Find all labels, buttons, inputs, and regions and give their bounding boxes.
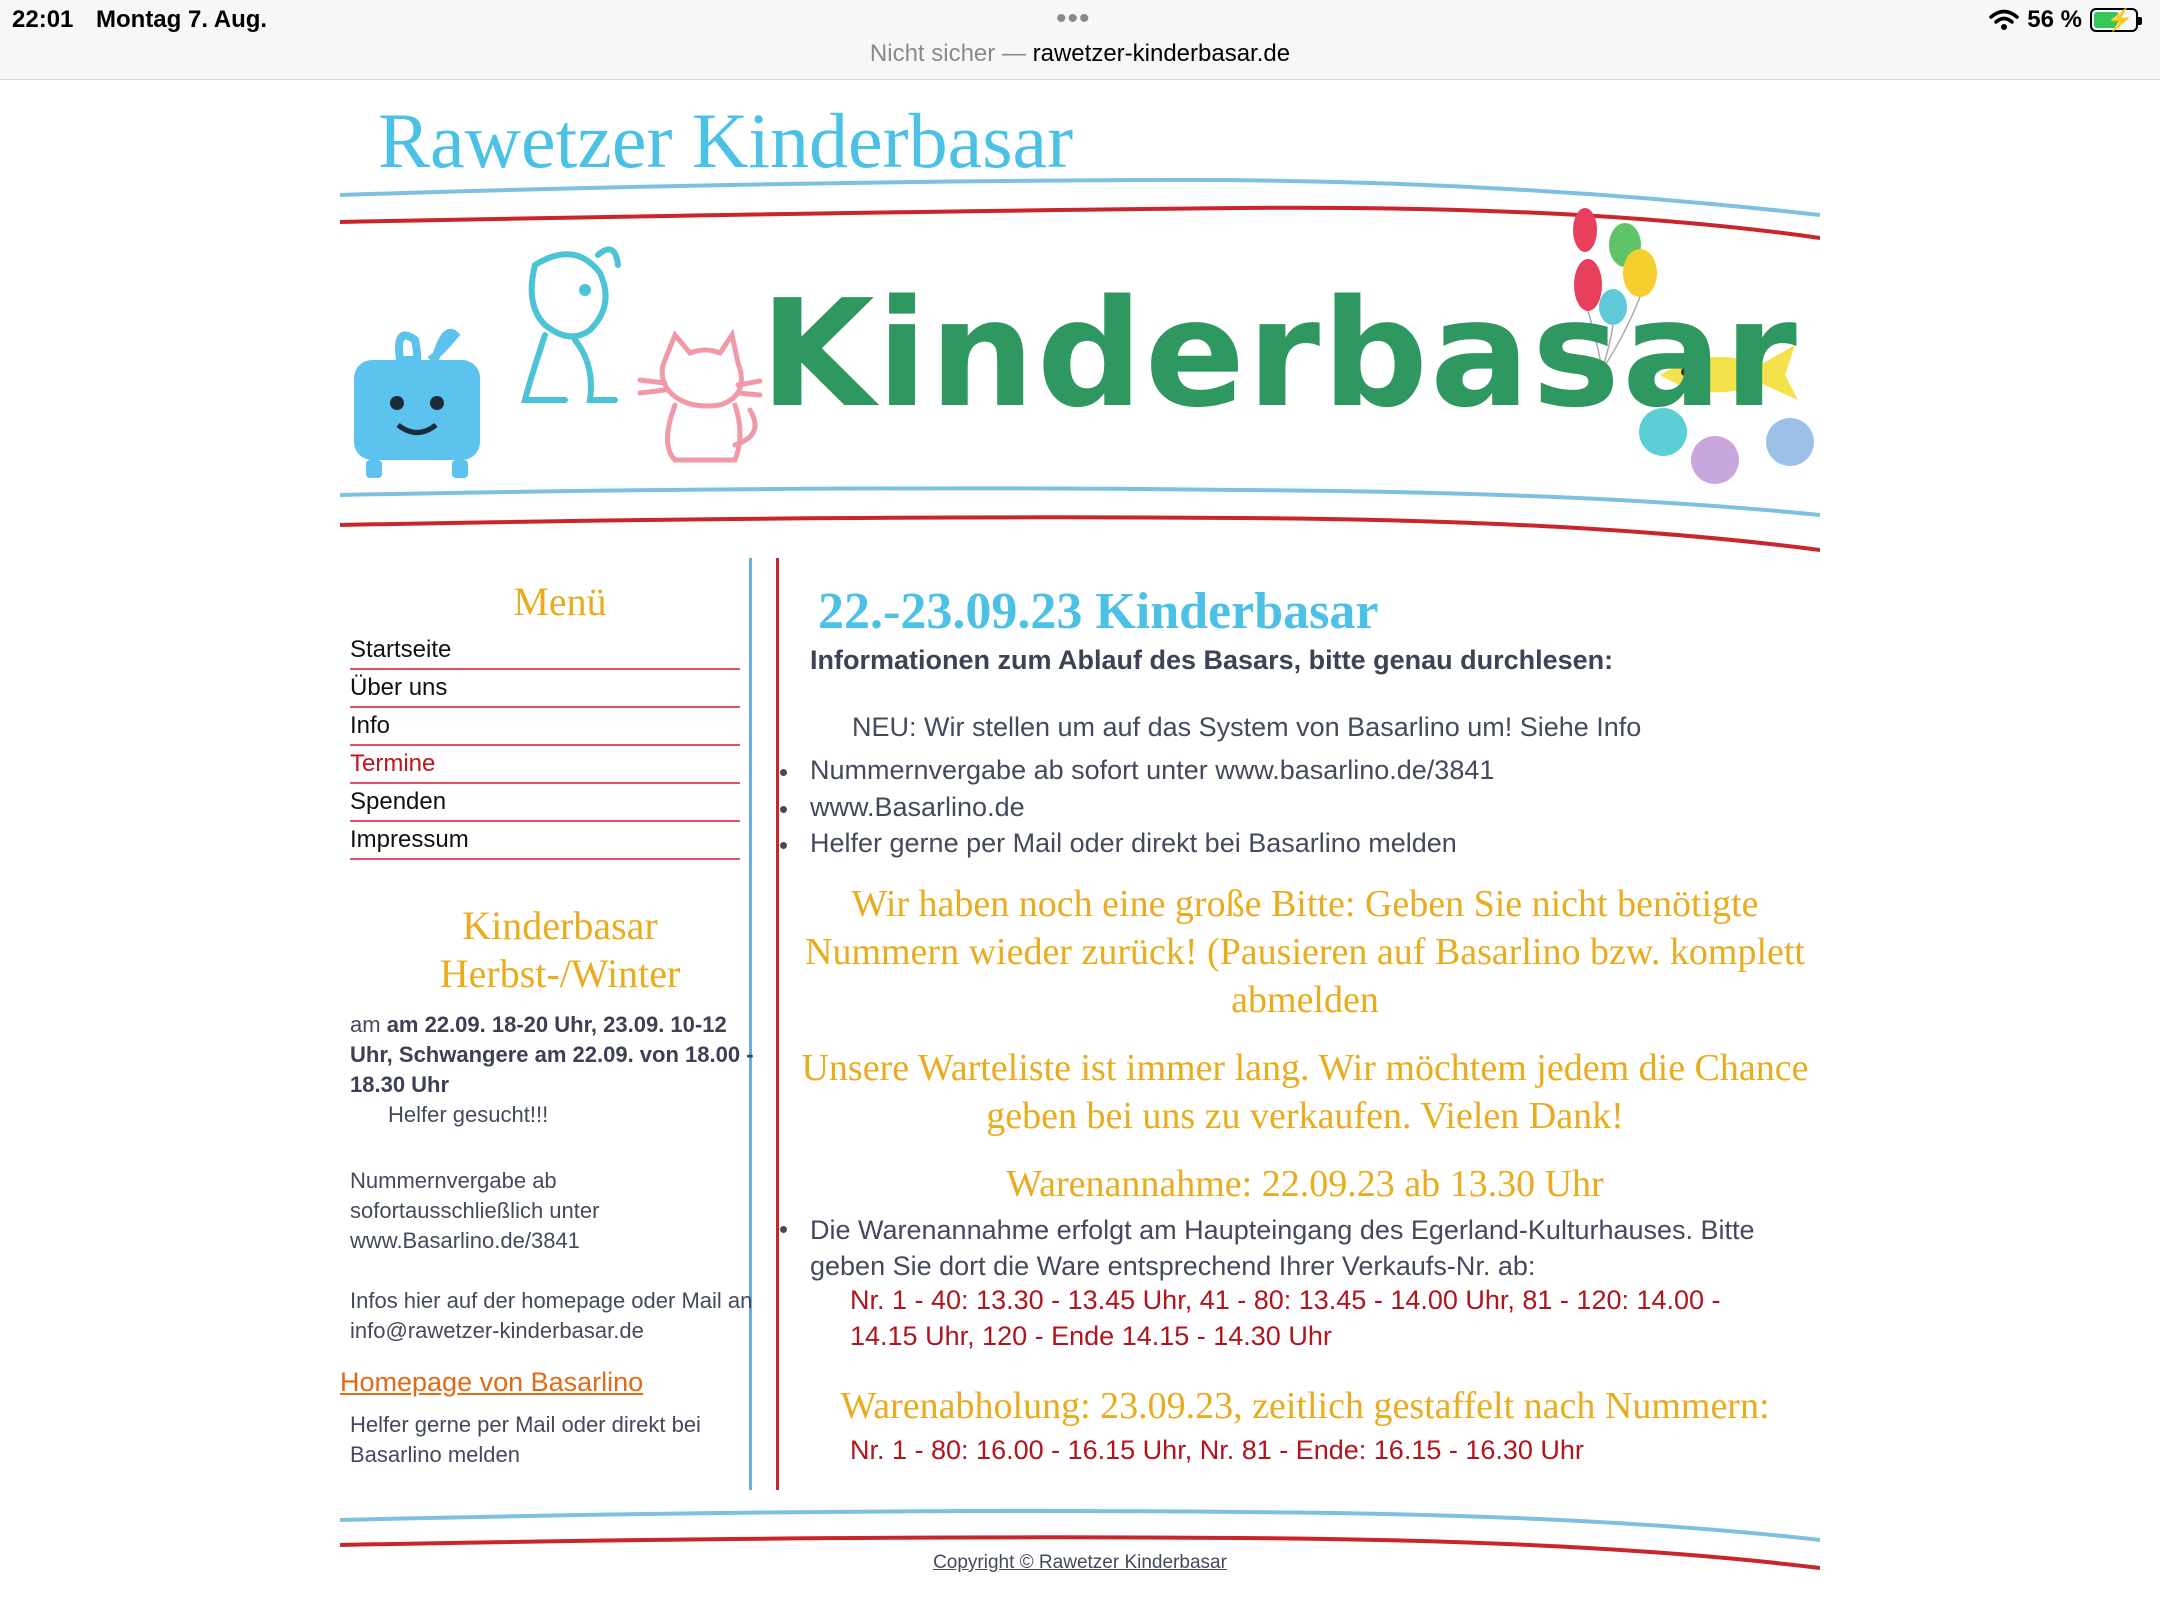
menu-item-termine[interactable]: Termine (350, 746, 740, 784)
header-wave-bottom (340, 480, 1820, 560)
season-dates (350, 1010, 760, 1100)
main-subtitle: Informationen zum Ablauf des Basars, bitte genau durchlesen: (810, 645, 1614, 675)
cat-icon (640, 335, 760, 460)
season-dates-prefix: am (350, 1012, 387, 1037)
bullet-numbers: Nummernvergabe ab sofort unter www.basarlino.de/3841 (810, 755, 1495, 785)
menu-item-ueber-uns[interactable]: Über uns (350, 670, 740, 708)
banner-title: Kinderbasar (760, 268, 1799, 440)
dot-purple (1691, 436, 1739, 484)
site-title: Rawetzer Kinderbasar (378, 97, 1074, 184)
season-title: Kinderbasar Herbst-/Winter (439, 903, 681, 996)
menu-item-impressum[interactable]: Impressum (350, 822, 740, 860)
main-title: 22.-23.09.23 Kinderbasar (818, 583, 1379, 640)
status-bar (0, 0, 2160, 80)
battery-percent: 56 % (2027, 6, 2082, 33)
menu-item-startseite[interactable]: Startseite (350, 632, 740, 670)
status-icons (1989, 6, 2138, 34)
bullet-basarlino: www.Basarlino.de (810, 792, 1025, 822)
pickup-title: Warenabholung: 23.09.23, zeitlich gestaffelt nach Nummern: (840, 1385, 1770, 1427)
intake-info: Die Warenannahme erfolgt am Haupteingang des Egerland-Kulturhauses. Bitte geben Sie dort die Ware entsprechend Ihrer Verkaufs-Nr. ab: (810, 1212, 1800, 1284)
bullet-helpers: Helfer gerne per Mail oder direkt bei Basarlino melden (810, 828, 1457, 858)
intake-title: Warenannahme: 22.09.23 ab 13.30 Uhr (1006, 1163, 1604, 1205)
intake-times: Nr. 1 - 40: 13.30 - 13.45 Uhr, 41 - 80: 13.45 - 14.00 Uhr, 81 - 120: 14.00 - 14.15 Uhr, 120 - Ende 14.15 - 14.30 Uhr (850, 1285, 1721, 1351)
address-bar[interactable] (0, 40, 2160, 68)
helpers-contact: Helfer gerne per Mail oder direkt bei Basarlino melden (350, 1412, 701, 1467)
sidebar-divider-red (776, 558, 779, 1490)
footer-copyright[interactable]: Copyright © Rawetzer Kinderbasar (933, 1552, 1227, 1573)
contact-info: Infos hier auf der homepage oder Mail an info@rawetzer-kinderbasar.de (350, 1288, 753, 1343)
main-menu (350, 632, 740, 860)
more-dots-icon[interactable]: ••• (1056, 2, 1091, 35)
date: Montag 7. Aug. (96, 6, 268, 33)
menu-item-spenden[interactable]: Spenden (350, 784, 740, 822)
menu-title: Menü (513, 579, 607, 624)
not-secure-label: Nicht sicher — (869, 40, 1026, 67)
request-text: Wir haben noch eine große Bitte: Geben Sie nicht benötigte Nummern wieder zurück! (Pausieren auf Basarlino bzw. komplett abmelden (805, 883, 1805, 1021)
battery-icon: ⚡ (2090, 8, 2138, 32)
wifi-icon (1989, 9, 2019, 31)
season-dates-bold: am 22.09. 18-20 Uhr, 23.09. 10-12 Uhr, Schwangere am 22.09. von 18.00 - 18.30 Uhr (350, 1012, 754, 1097)
waitlist-text: Unsere Warteliste ist immer lang. Wir möchtem jedem die Chance geben bei uns zu verkaufen. Vielen Dank! (801, 1047, 1809, 1137)
dog-icon (525, 249, 618, 400)
basarlino-homepage-link[interactable]: Homepage von Basarlino (340, 1367, 644, 1397)
address-url: rawetzer-kinderbasar.de (1032, 40, 1291, 67)
pickup-times: Nr. 1 - 80: 16.00 - 16.15 Uhr, Nr. 81 - Ende: 16.15 - 16.30 Uhr (850, 1435, 1584, 1465)
numbers-info: Nummernvergabe ab sofortausschließlich unter www.Basarlino.de/3841 (350, 1168, 600, 1253)
clock: 22:01 (12, 6, 74, 33)
notice-text: NEU: Wir stellen um auf das System von Basarlino um! Siehe Info (852, 712, 1642, 742)
helpers-wanted: Helfer gesucht!!! (388, 1102, 549, 1127)
tv-icon (354, 333, 480, 478)
menu-item-info[interactable]: Info (350, 708, 740, 746)
